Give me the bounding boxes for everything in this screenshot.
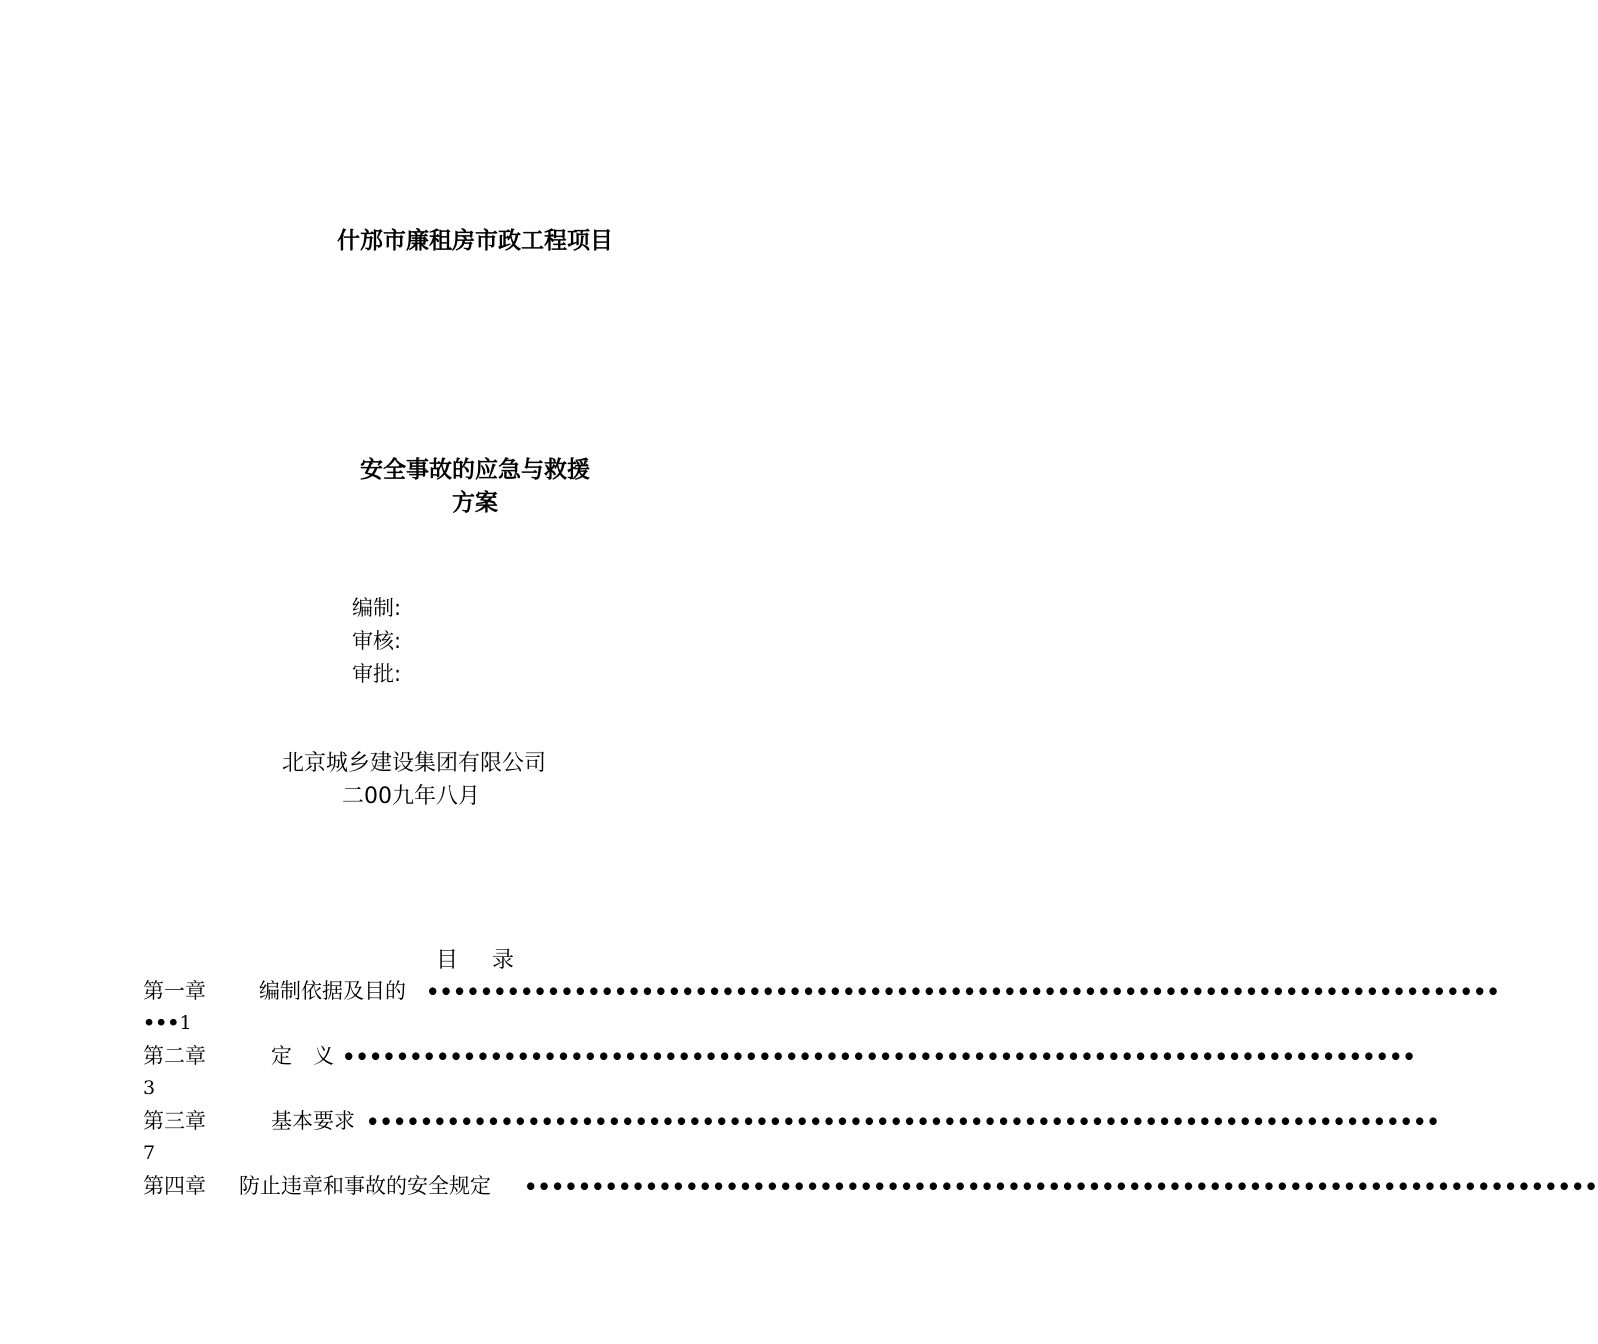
- toc-leader-dots: ••••••••••••••••••••••••••••••••••••••••••••••••••••••••••••••••••••••••••••••••: [426, 979, 1500, 1004]
- toc-page-number-line: [143, 1007, 192, 1040]
- toc-chapter-title: 编制依据及目的: [259, 979, 406, 1003]
- company-name: 北京城乡建设集团有限公司: [282, 751, 547, 776]
- toc-entry[interactable]: [143, 1040, 1416, 1073]
- toc-page-number-line: [143, 1072, 155, 1105]
- signature-fields: [352, 592, 401, 691]
- toc-page-number: 7: [143, 1142, 156, 1164]
- issue-date: 二00九年八月: [342, 784, 480, 809]
- toc-entry[interactable]: [143, 1105, 1440, 1138]
- toc-chapter-number: 第一章: [143, 979, 206, 1003]
- field-reviewed-by: 审核:: [352, 629, 402, 653]
- toc-chapter-title: 防止违章和事故的安全规定: [239, 1174, 491, 1198]
- field-compiled-by: 编制:: [352, 596, 402, 620]
- toc-chapter-number: 第二章: [143, 1044, 206, 1068]
- field-approved-by: 审批:: [352, 662, 402, 686]
- toc-leader-dots: ••••••••••••••••••••••••••••••••••••••••••••••••••••••••••••••••••••••••••••••••: [524, 1174, 1598, 1199]
- toc-leader-dots: ••••••••••••••••••••••••••••••••••••••••••••••••••••••••••••••••••••••••••••••••: [366, 1109, 1440, 1134]
- toc-leader-dots: •••: [143, 1012, 180, 1034]
- toc-page-number: 1: [179, 1012, 192, 1034]
- toc-chapter-title: 基本要求: [271, 1109, 355, 1133]
- toc-heading-char: 录: [492, 948, 515, 973]
- toc-entry[interactable]: [143, 1170, 1598, 1203]
- project-title: 什邡市廉租房市政工程项目: [337, 228, 613, 254]
- toc-chapter-number: 第四章: [143, 1174, 206, 1198]
- document-title-line-1: 安全事故的应急与救援: [360, 457, 590, 483]
- document-title: [0, 454, 950, 520]
- toc-heading-char: 目: [436, 948, 459, 973]
- toc-chapter-title: 定 义: [271, 1044, 334, 1068]
- toc-leader-dots: ••••••••••••••••••••••••••••••••••••••••••••••••••••••••••••••••••••••••••••••••: [342, 1044, 1416, 1069]
- toc-entry[interactable]: [143, 975, 1500, 1008]
- toc-page-number-line: [143, 1137, 155, 1170]
- toc-page-number: 3: [143, 1077, 156, 1099]
- document-title-line-2: 方案: [452, 490, 498, 516]
- toc-heading: [436, 943, 514, 974]
- toc-chapter-number: 第三章: [143, 1109, 206, 1133]
